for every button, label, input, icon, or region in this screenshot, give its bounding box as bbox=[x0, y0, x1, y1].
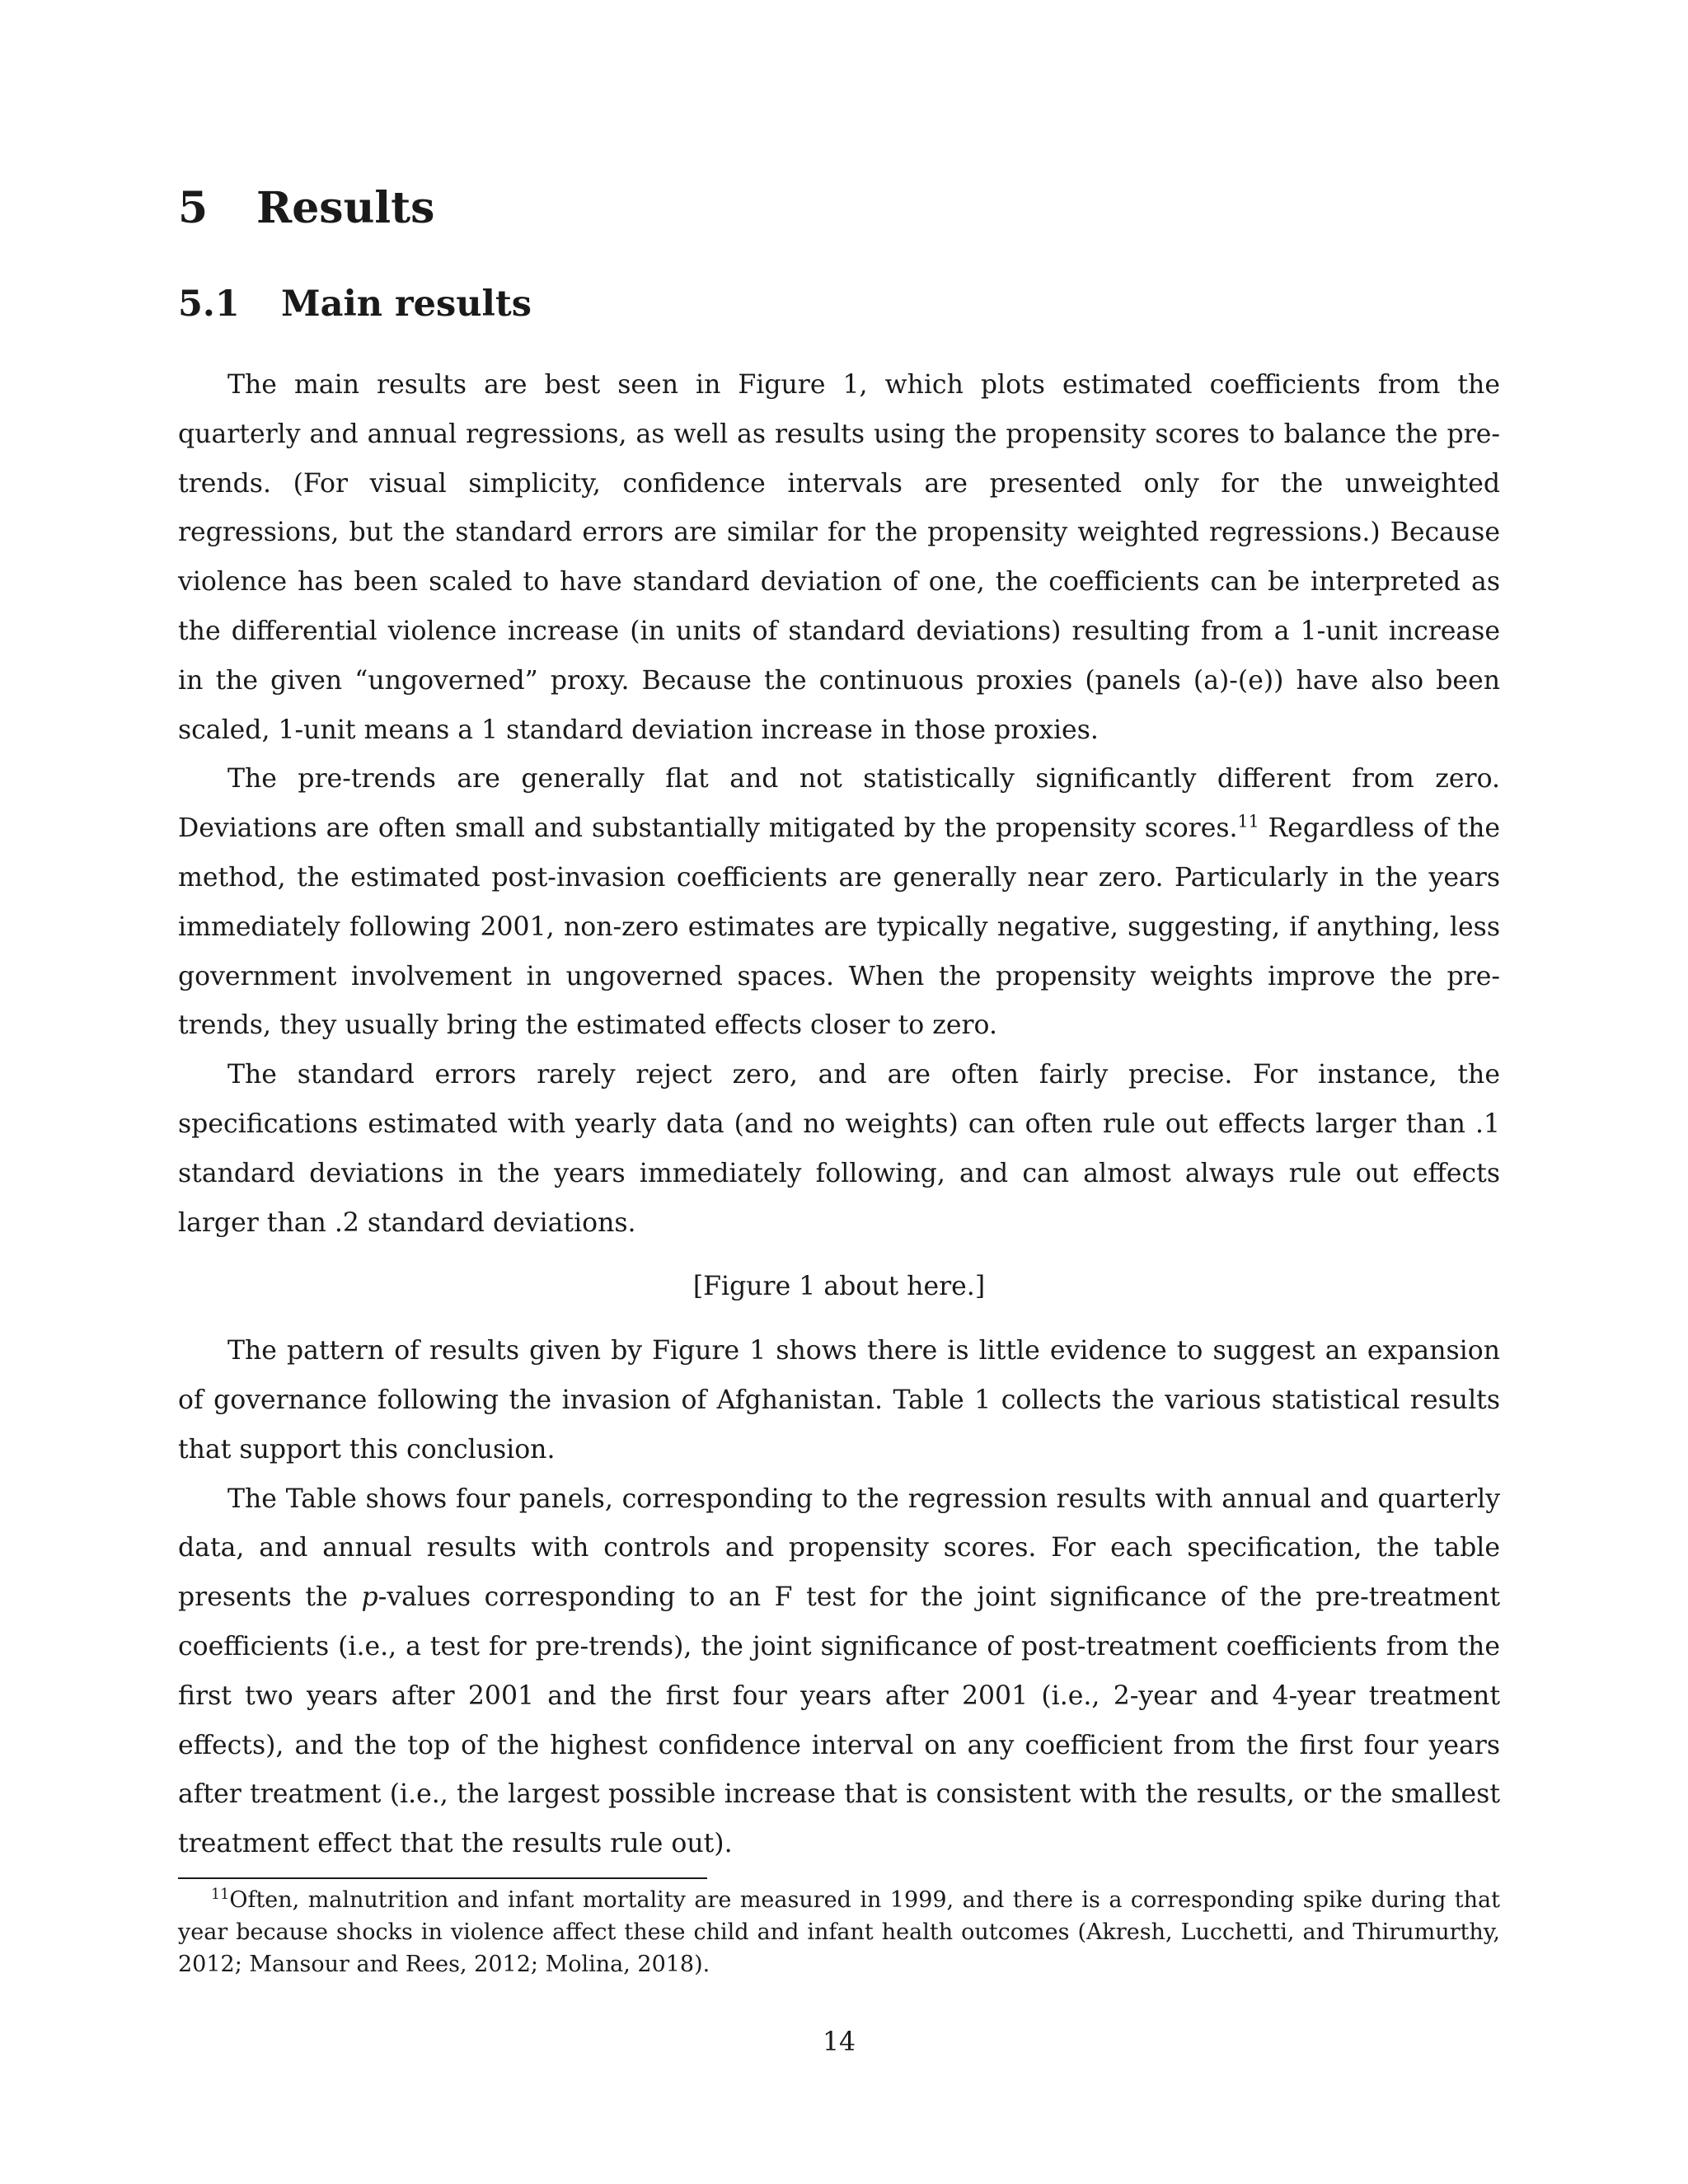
paragraph-2 bbox=[178, 755, 1500, 1051]
footnote-text: Often, malnutrition and infant mortality are measured in 1999, and there is a corresponding spike during that year because shocks in violence affect these child and infant health outcomes (Akresh, Lucchetti, and Thirumurthy, 2012; Mansour and Rees, 2012; Molina, 2018). bbox=[178, 1887, 1500, 1977]
paragraph-3: The standard errors rarely reject zero, and are often fairly precise. For instance, the specifications estimated with yearly data (and no weights) can often rule out effects larger than .1 standard deviations in the years immediately following, and can almost always rule out effects larger than .2 standard deviations. bbox=[178, 1060, 1500, 1238]
paragraph-2-text-a: The pre-trends are generally flat and not statistically significantly different from zero. Deviations are often small and substantially mitigated by the propensity scores. bbox=[178, 764, 1500, 844]
p-value-italic: p bbox=[361, 1582, 378, 1613]
paragraph-5 bbox=[178, 1475, 1500, 1869]
subsection-title: Main results bbox=[281, 284, 532, 325]
section-title: Results bbox=[256, 183, 435, 233]
footnote-divider bbox=[178, 1877, 707, 1879]
body-text bbox=[178, 361, 1500, 1869]
subsection-number: 5.1 bbox=[178, 284, 240, 325]
footnote-reference[interactable]: 11 bbox=[1237, 811, 1259, 832]
paragraph-5-text-a: The Table shows four panels, corresponding to the regression results with annual and quarterly data, and annual results with controls and propensity scores. For each specification, the table presents the bbox=[178, 1483, 1500, 1613]
paragraph-5-text-b: -values corresponding to an F test for the joint significance of the pre-treatment coefficients (i.e., a test for pre-trends), the joint significance of post-treatment coefficients from the first two years after 2001 and the first four years after 2001 (i.e., 2-year and 4-year treatment effects), and the top of the highest confidence interval on any coefficient from the first four years after treatment (i.e., the largest possible increase that is consistent with the results, or the smallest treatment effect that the results rule out). bbox=[178, 1582, 1500, 1859]
paragraph-2-text-b: Regardless of the method, the estimated post-invasion coefficients are generally near zero. Particularly in the years immediately following 2001, non-zero estimates are typically negative, suggesting, if anything, less government involvement in ungoverned spaces. When the propensity weights improve the pre-trends, they usually bring the estimated effects closer to zero. bbox=[178, 813, 1500, 1041]
footnote bbox=[178, 1884, 1500, 1980]
section-number: 5 bbox=[178, 183, 209, 233]
paragraph-1: The main results are best seen in Figure 1, which plots estimated coefficients from the quarterly and annual regressions, as well as results using the propensity scores to balance the pre-trends. (For visual simplicity, confidence intervals are presented only for the unweighted regressions, but the standard errors are similar for the propensity weighted regressions.) Because violence has been scaled to have standard deviation of one, the coefficients can be interpreted as the differential violence increase (in units of standard deviations) resulting from a 1-unit increase in the given “ungoverned” proxy. Because the continuous proxies (panels (a)-(e)) have also been scaled, 1-unit means a 1 standard deviation increase in those proxies. bbox=[178, 370, 1500, 745]
subsection-heading bbox=[178, 284, 532, 325]
paragraph-4: The pattern of results given by Figure 1 shows there is little evidence to suggest an expansion of governance following the invasion of Afghanistan. Table 1 collects the various statistical results that support this conclusion. bbox=[178, 1336, 1500, 1465]
footnote-mark: 11 bbox=[211, 1886, 230, 1903]
section-heading bbox=[178, 183, 434, 233]
page-number: 14 bbox=[822, 2027, 856, 2057]
figure-placeholder: [Figure 1 about here.] bbox=[692, 1272, 986, 1302]
